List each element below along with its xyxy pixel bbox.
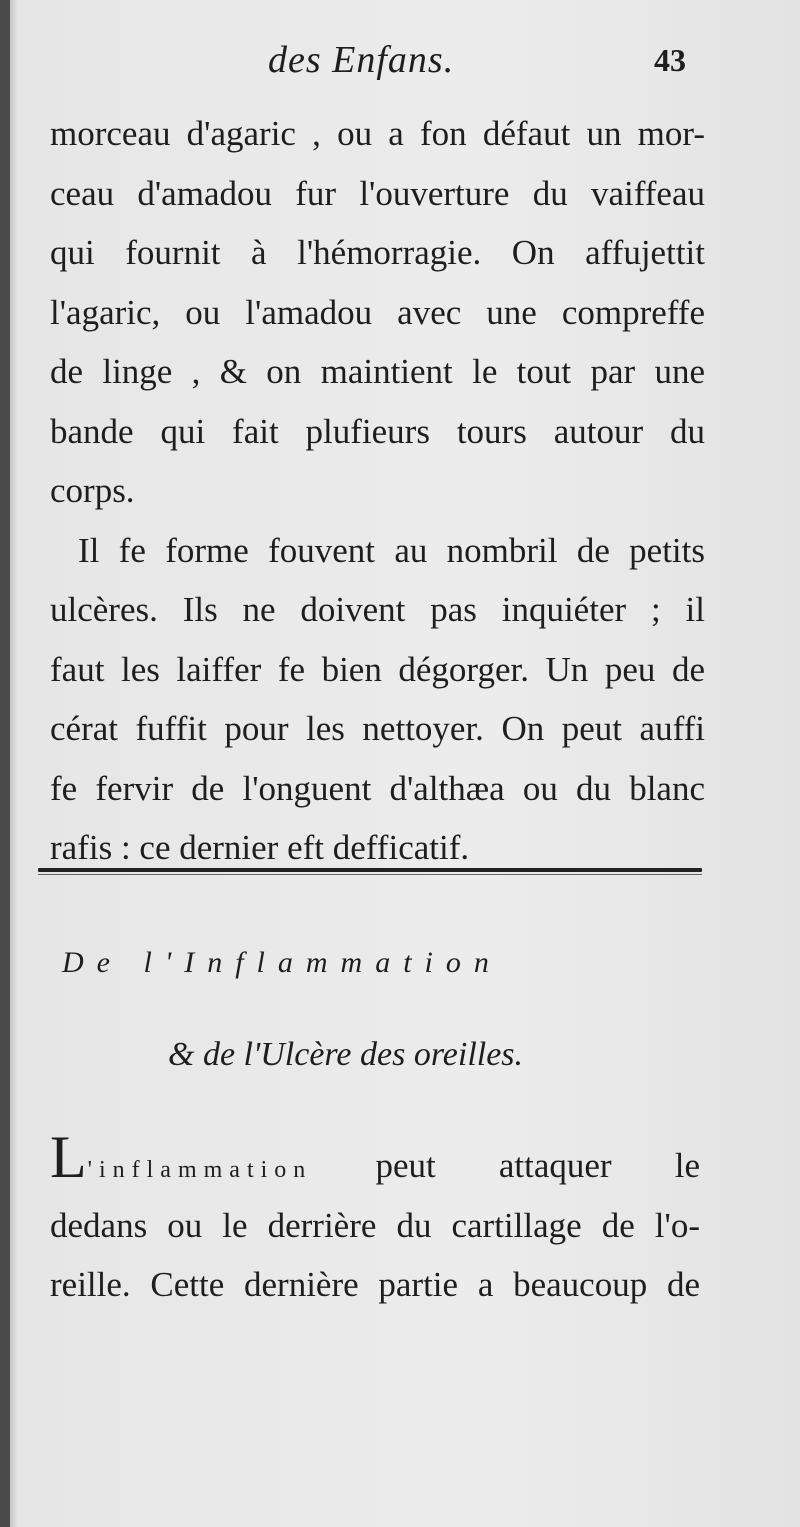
section-rule-thin <box>38 874 702 875</box>
text-line: dedans ou le derrière du cartillage de l'o- <box>50 1205 700 1245</box>
section-text <box>50 1124 700 1315</box>
page-gutter <box>0 0 10 1527</box>
text-line: cérat fuffit pour les nettoyer. On peut auffi <box>50 709 705 748</box>
text-line: ulcères. Ils ne doivent pas inquiéter ; il <box>50 590 705 629</box>
text-line: faut les laiffer fe bien dégorger. Un peu de <box>50 649 705 689</box>
body-text <box>50 104 705 878</box>
text-line: l'agaric, ou l'amadou avec une compreffe <box>50 292 705 332</box>
text-line: ceau d'amadou fur l'ouverture du vaiffeau <box>50 173 705 213</box>
text-line: bande qui fait plufieurs tours autour du <box>50 411 705 451</box>
text-line: Il fe forme fouvent au nombril de petits <box>78 530 705 570</box>
text-line: fe fervir de l'onguent d'althæa ou du blanc <box>50 768 705 808</box>
section-heading: De l'Inflammation <box>62 946 502 979</box>
text-line: morceau d'agaric , ou a fon défaut un mor- <box>50 114 705 153</box>
section-rule <box>38 868 702 872</box>
text-line: corps. <box>50 471 135 510</box>
text-line: de linge , & on maintient le tout par une <box>50 352 705 391</box>
page-number: 43 <box>654 42 686 78</box>
text-fragment: peut attaquer le <box>375 1146 700 1185</box>
text-line: qui fournit à l'hémorragie. On affujettit <box>50 233 705 272</box>
text-line-first <box>50 1124 700 1196</box>
drop-cap: L <box>50 1124 88 1190</box>
smallcaps-word: 'inflammation <box>87 1157 313 1183</box>
text-line: reille. Cette dernière partie a beaucoup de <box>50 1265 700 1304</box>
running-head <box>0 38 800 88</box>
text-line: rafis : ce dernier eft defficatif. <box>50 828 470 867</box>
running-head-title: des Enfans. <box>268 39 455 81</box>
section-subheading: & de l'Ulcère des oreilles. <box>168 1036 524 1073</box>
